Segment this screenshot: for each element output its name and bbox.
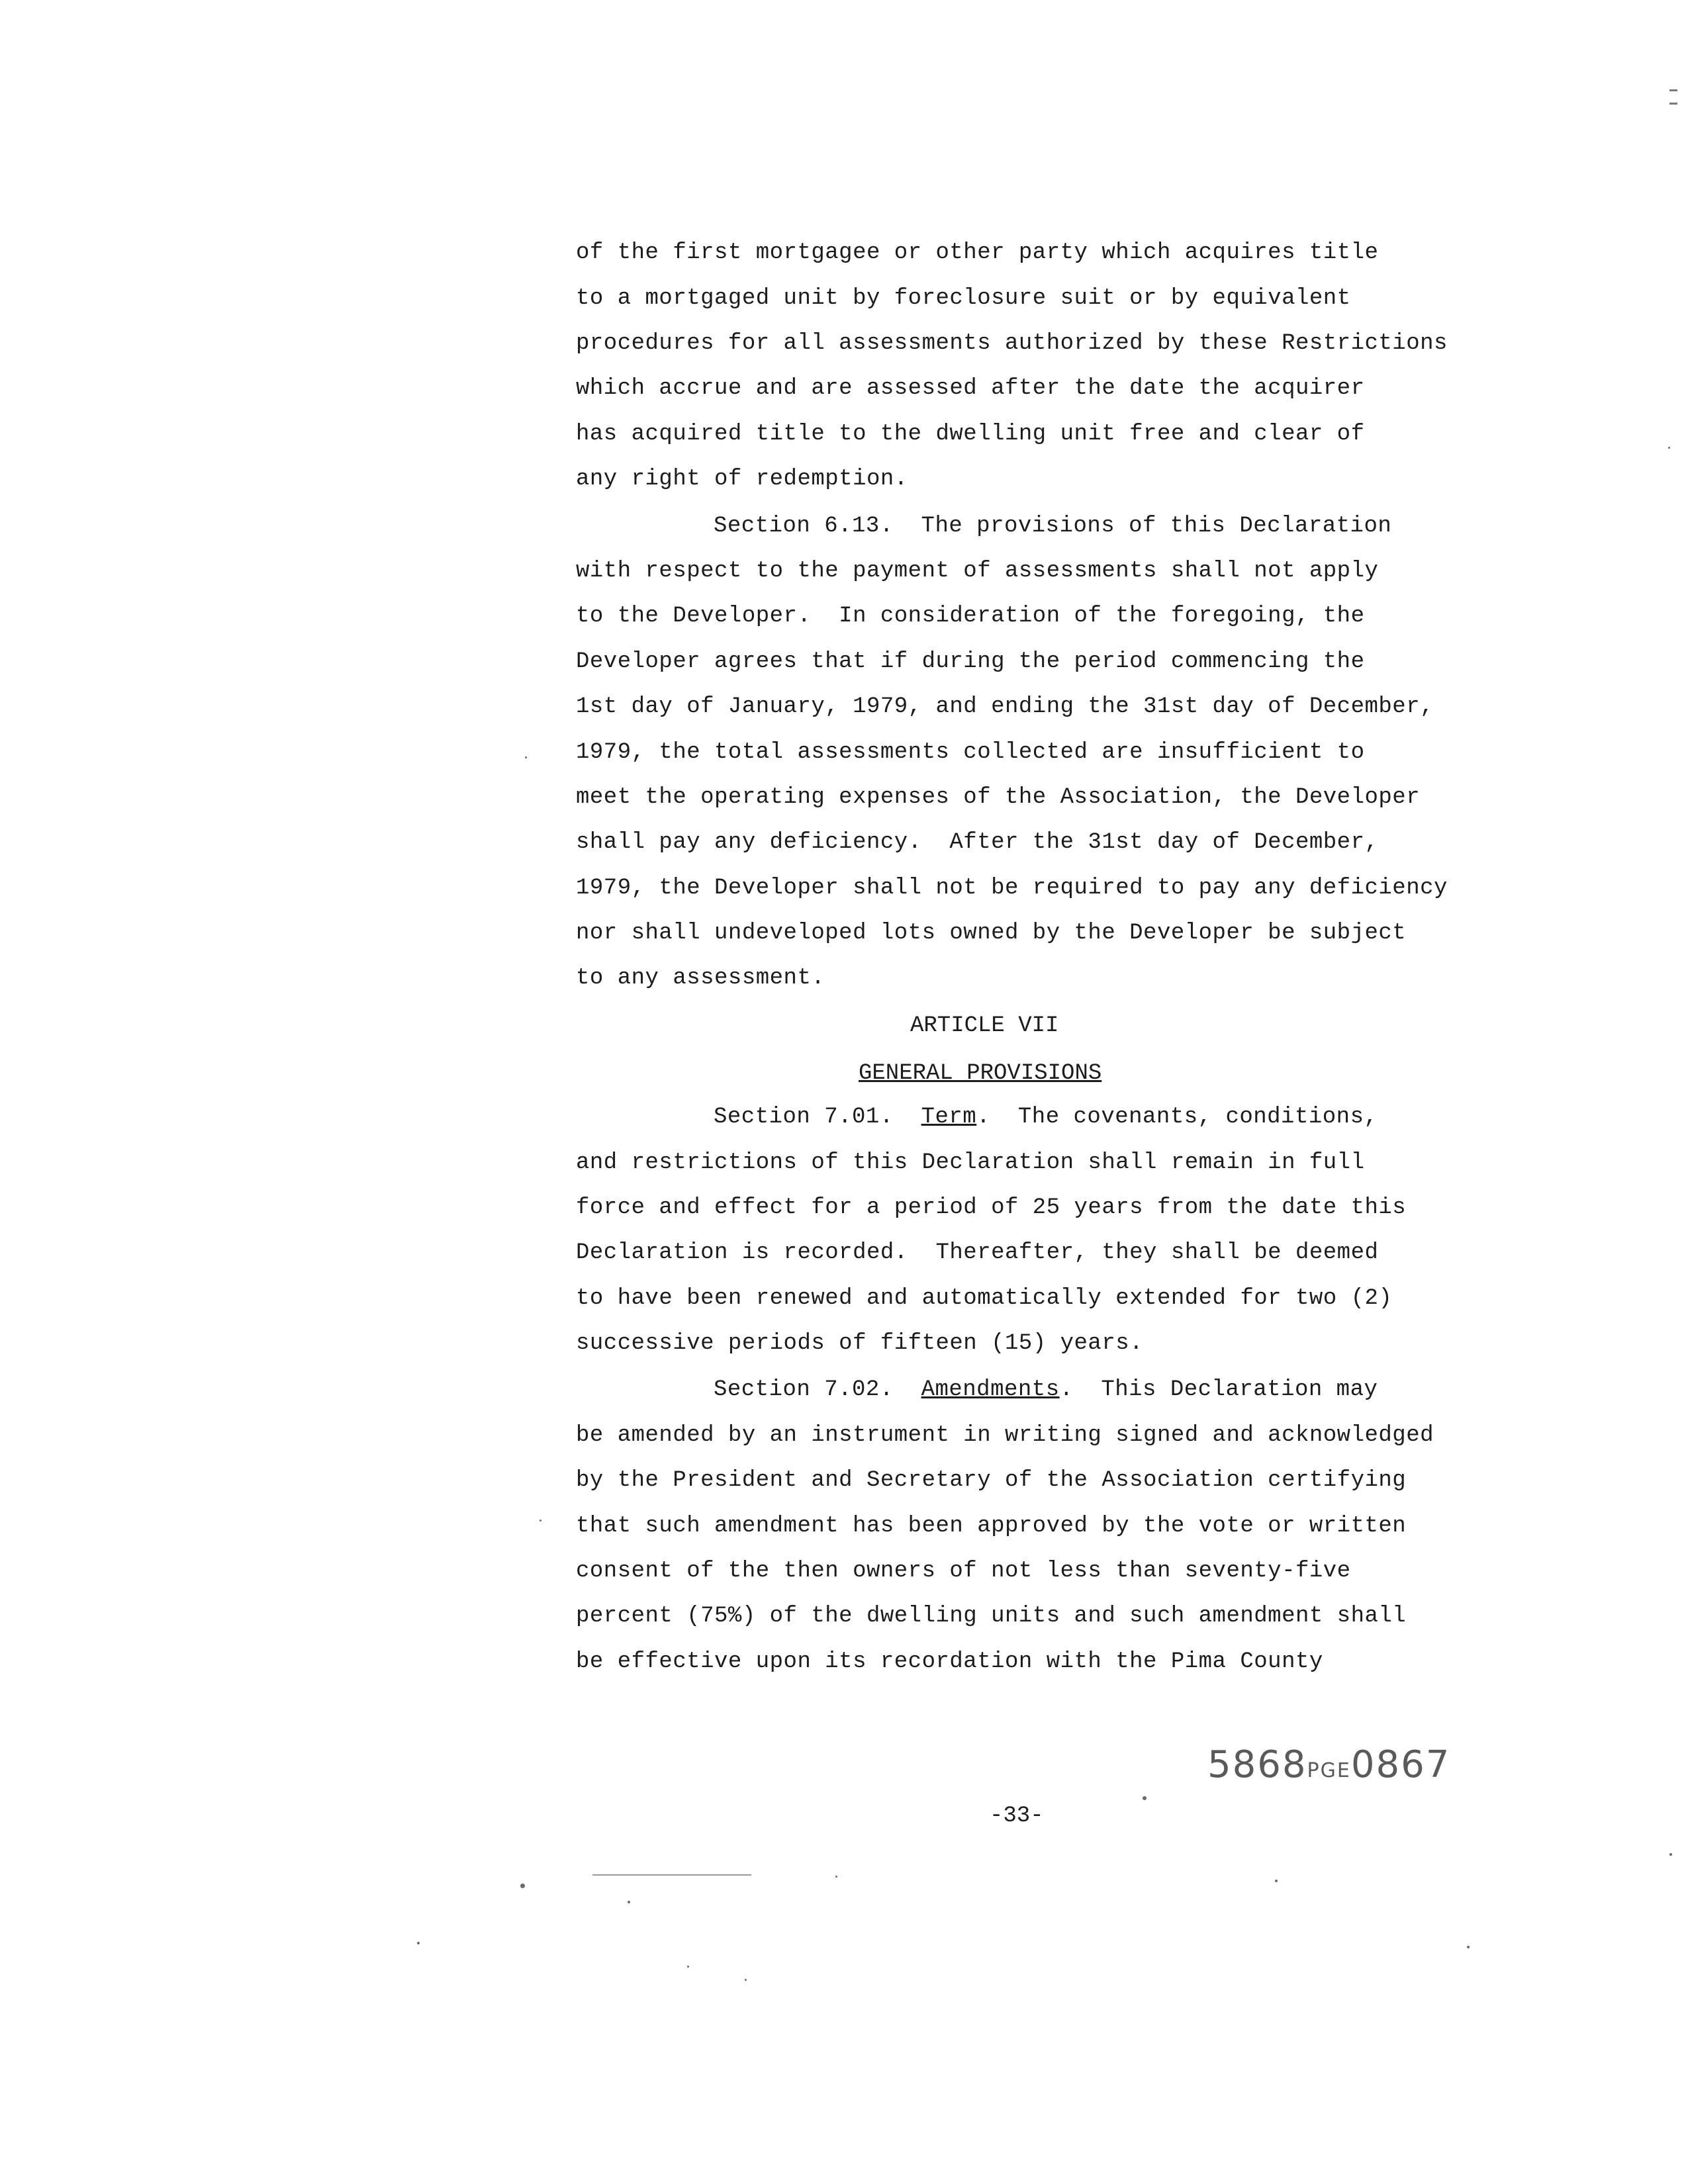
article-subtitle: GENERAL PROVISIONS bbox=[859, 1061, 1102, 1086]
text-line: shall pay any deficiency. After the 31st day of December, bbox=[576, 830, 1379, 855]
scan-speck bbox=[687, 1966, 689, 1968]
text-line: to the Developer. In consideration of the foregoing, the bbox=[576, 604, 1365, 629]
text-line: be amended by an instrument in writing signed and acknowledged bbox=[576, 1423, 1434, 1448]
text-line: 1979, the total assessments collected are insufficient to bbox=[576, 740, 1365, 765]
scan-speck bbox=[539, 1520, 541, 1522]
scan-mark bbox=[592, 1874, 751, 1876]
scan-mark bbox=[1669, 89, 1677, 91]
scan-speck bbox=[1467, 1946, 1470, 1948]
section-prefix: Section 7.01. bbox=[714, 1105, 921, 1130]
text-line: consent of the then owners of not less than seventy-five bbox=[576, 1559, 1351, 1584]
text-line: nor shall undeveloped lots owned by the Developer be subject bbox=[576, 921, 1407, 946]
text-line: to a mortgaged unit by foreclosure suit or by equivalent bbox=[576, 286, 1351, 311]
scan-speck bbox=[1669, 1853, 1672, 1856]
scan-speck bbox=[1275, 1880, 1278, 1882]
article-title: ARTICLE VII bbox=[910, 1013, 1059, 1038]
stamp-page: 0867 bbox=[1350, 1743, 1451, 1786]
text-line: that such amendment has been approved by the vote or written bbox=[576, 1514, 1407, 1539]
section-heading-rest: . This Declaration may bbox=[1059, 1377, 1378, 1402]
stamp-docket: 5868 bbox=[1207, 1743, 1307, 1786]
text-line: any right of redemption. bbox=[576, 467, 908, 492]
text-line: by the President and Secretary of the Association certifying bbox=[576, 1468, 1407, 1493]
text-line: with respect to the payment of assessments shall not apply bbox=[576, 559, 1379, 584]
section-6-13-heading-line: Section 6.13. The provisions of this Declaration bbox=[714, 514, 1392, 539]
text-line: to have been renewed and automatically extended for two (2) bbox=[576, 1286, 1393, 1311]
text-line: successive periods of fifteen (15) years. bbox=[576, 1331, 1144, 1356]
recording-stamp bbox=[1207, 1743, 1450, 1786]
text-line: 1st day of January, 1979, and ending the 31st day of December, bbox=[576, 694, 1434, 719]
text-line: Developer agrees that if during the period commencing the bbox=[576, 649, 1365, 674]
text-line: has acquired title to the dwelling unit free and clear of bbox=[576, 422, 1365, 447]
scan-speck bbox=[835, 1876, 837, 1878]
text-line: which accrue and are assessed after the date the acquirer bbox=[576, 376, 1365, 401]
section-7-01-heading-line bbox=[714, 1104, 1378, 1130]
section-prefix: Section 7.02. bbox=[714, 1377, 921, 1402]
scan-speck bbox=[520, 1884, 525, 1888]
text-line: Declaration is recorded. Thereafter, they shall be deemed bbox=[576, 1240, 1379, 1265]
text-line: percent (75%) of the dwelling units and such amendment shall bbox=[576, 1604, 1407, 1629]
scan-speck bbox=[745, 1979, 747, 1981]
text-line: meet the operating expenses of the Association, the Developer bbox=[576, 785, 1421, 810]
page-number: -33- bbox=[990, 1803, 1044, 1829]
section-heading-rest: . The covenants, conditions, bbox=[976, 1105, 1378, 1130]
section-7-02-heading-line bbox=[714, 1377, 1378, 1403]
scan-speck bbox=[1668, 447, 1670, 449]
scan-speck bbox=[525, 756, 527, 758]
text-line: to any assessment. bbox=[576, 966, 825, 991]
stamp-mid: PGE bbox=[1307, 1759, 1351, 1782]
scan-mark bbox=[1669, 103, 1677, 105]
section-heading-amendments: Amendments bbox=[921, 1377, 1060, 1402]
text-line: 1979, the Developer shall not be required to pay any deficiency bbox=[576, 876, 1448, 901]
text-line: and restrictions of this Declaration shall remain in full bbox=[576, 1150, 1365, 1175]
text-line: force and effect for a period of 25 years from the date this bbox=[576, 1195, 1407, 1220]
text-line: procedures for all assessments authorized by these Restrictions bbox=[576, 331, 1448, 356]
scan-speck bbox=[628, 1901, 630, 1903]
text-line: be effective upon its recordation with the Pima County bbox=[576, 1649, 1323, 1674]
text-line: of the first mortgagee or other party which acquires title bbox=[576, 240, 1379, 265]
section-heading-term: Term bbox=[921, 1105, 977, 1130]
scan-speck bbox=[417, 1942, 420, 1944]
scan-speck bbox=[1143, 1796, 1147, 1800]
